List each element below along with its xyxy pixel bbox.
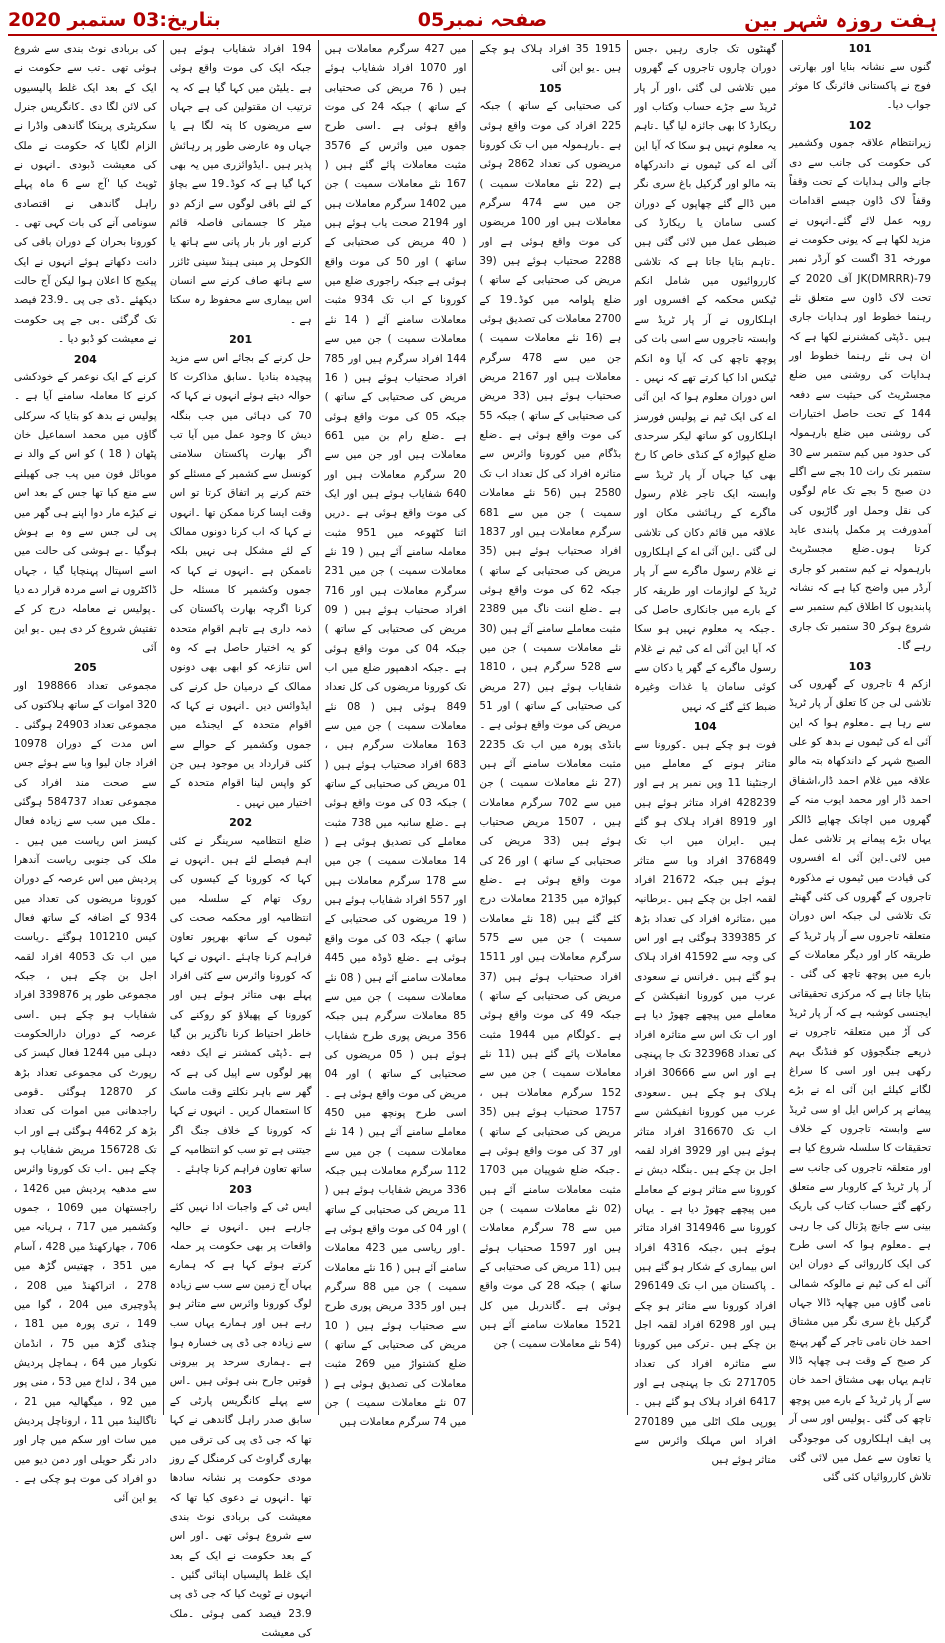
news-item-number: 101	[848, 42, 872, 55]
column-3	[472, 40, 627, 1415]
news-item-text: 194 افراد شفایاب ہوئے ہیں جبکہ ایک کی موت واقع ہوئی ہے ۔یلیٹن میں کہا گیا ہے کہ یہ ترتیب ان مقتولین کی ہے جہاں سے مریضوں کا پتہ لگا ہے یا جہاں وہ عارضی طور پر رہائش پذیر ہیں ۔ایڈوائزری میں یہ بھی کہا گیا ہے کہ کوڈ۔19 سے بچاؤ کے لئے باقی لوگوں سے ازکم دو میٹر کا جسمانی فاصلہ قائم کرنے اور بار بار پانی سے ہاتھ یا الکوحل پر مبنی ہینڈ سینی ٹائزر سے ہاتھ صاف کرنے سے انسان اس بیماری سے محفوظ رہ سکتا ہے ۔	[169, 43, 312, 326]
news-item-number: 104	[693, 720, 717, 734]
news-item-number: 205	[73, 661, 97, 675]
news-item-text: ضلع انتظامیہ سرینگر نے کئی اہم فیصلے لئے ہیں ۔انہوں نے کہا کہ کورونا کے کیسوں کی روک تھام کے سلسلہ میں انتظامیہ اور محکمہ صحت کی ٹیموں کے ساتھ بھرپور تعاون فراہم کرنا چاہئے ۔انہوں نے کہا کہ کورونا وائرس سے کئی افراد پہلے بھی متاثر ہوئے ہیں اور کورونا کے پھیلاؤ کو روکنے کی خاطر احتیاط کرنا ناگزیر بن گیا ہے ۔ڈپٹی کمشنر نے ایک دفعہ پھر لوگوں سے اپیل کی ہے کہ گھر سے باہر نکلتے وقت ماسک کا استعمال کریں ۔ انہوں نے کہا کہ کورونا کے خلاف جنگ اگر جیتنی ہے تو سب کو انتظامیہ کے ساتھ تعاون فراہم کرنا چاہئے ۔	[169, 834, 312, 1176]
news-item	[789, 117, 931, 657]
article-columns	[8, 40, 937, 1639]
news-item	[170, 40, 312, 330]
paper-name: ہفت روزہ شہر بین	[744, 8, 937, 32]
news-item-text: زیرانتظام علاقہ جموں وکشمیر کی حکومت کی جانب سے دی جانے والی ہدایات کے تحت وقفاً وقفاً لاک ڈاون جیسے اقدامات روبہ عمل لائے گئے۔انہوں نے مزید لکھا ہے کہ یونی حکومت نے مورخہ 31 اگست کو آرڈر نمبر 79-JK(DMRRR) آف 2020 کے تحت لاک ڈاون سے متعلق نئے رہنما خطوط اور ہدایات جاری ہیں ۔ڈپٹی کمشنرنے لکھا ہے کہ ان ہی نئے رہنما خطوط اور ہدایات کی روشنی میں ضلع مجسٹریٹ کی حیثیت سے دفعہ 144 کے تحت حاصل اختیارات کی روشنی میں ضلع بارہمولہ کی حدود میں کیم ستمبر سے 30 ستمبر تک رات 10 بجے سے اگلے دن صبح 5 بجے تک عام لوگوں کی نقل وحمل اور گاڑیوں کی آمدورفت پر مکمل پابندی عاید کرتا ہوں۔ضلع مجسٹریٹ بارہمولہ نے کیم ستمبر کو جاری آرڈر میں واضح کیا ہے کہ نشانہ پابندیوں کا اطلاق کیم ستمبر سے شروع ہوکر 30 ستمبر تک جاری رہے گا۔	[789, 137, 931, 653]
news-item-number: 204	[73, 352, 97, 366]
news-item-text: کی بربادی نوٹ بندی سے شروع ہوئی تھی ۔تب سے حکومت نے ایک کے بعد ایک غلط پالیسیوں کی لائن لگا دی ۔کانگریس جنرل سکریٹری پرینکا گاندھی واڈرا نے الزام لگایا کہ حکومت نے ملک کی معیشت ڈبودی ۔انہوں نے ٹویٹ کیا 'آج سے 6 ماہ پہلے راہل گاندھی نے اقتصادی سونامی آنے کی بات کہی تھی ۔کورونا بحران کے دوران باقی کی دانت دکھاتے ہوئے انہوں نے ایک پیکیج کا اعلان ہوا لیکن آج حالت دیکھئے ۔ڈی جی پی ۔23.9 فیصد تک گرگئی ۔بی جے پی حکومت نے معیشت کو ڈبو دیا ۔	[14, 43, 157, 346]
column-4	[318, 40, 473, 1429]
news-item-text: میں 427 سرگرم معاملات ہیں اور 1070 افراد شفایاب ہوئے ہیں ( 76 مریض کی صحتیابی کے ساتھ ) جبکہ 24 کی موت واقع ہوئی ہے ۔اسی طرح جموں میں وائرس کے 3576 مثبت معاملات پائے گئے ہیں ( 167 نئے معاملات سمیت ) جن میں 1402 سرگرم معاملات ہیں اور 2194 صحت یاب ہوئے ہیں ( 40 مریض کی صحتیابی کے ساتھ ) اور 50 کی موت واقع ہوئی ہے جبکہ راجوری ضلع میں کورونا کے اب تک 934 مثبت معاملات سامنے آئے ( 14 نئے معاملات سمیت ) جن میں سے 144 افراد سرگرم ہیں اور 785 افراد صحتیاب ہوئے ہیں ( 16 مریض کی صحتیابی کے ساتھ ) جبکہ 05 کی موت واقع ہوئی ہے ۔ضلع رام بن میں 661 معاملات ہیں اور جن میں سے 20 سرگرم معاملات ہیں اور 640 شفایاب ہوئے ہیں اور ایک کی موت واقع ہوئی ہے ۔دریں اثنا کٹھوعہ میں 951 مثبت معاملہ سامنے آئے ہیں ( 19 نئے معاملات سمیت ) جن میں 231 سرگرم معاملات ہیں اور 716 افراد صحتیاب ہوئے ہیں ( 09 مریض کی صحتیابی کے ساتھ ) جبکہ 04 کی موت واقع ہوئی ہے ۔جبکہ ادھمپور ضلع میں اب تک کورونا مریضوں کی کل تعداد 849 ہوئی ہیں ( 08 نئے معاملات سمیت ) جن میں سے 163 معاملات سرگرم ہیں ، 683 افراد صحتیاب ہوئے ہیں ( 01 مریض کی صحتیابی کے ساتھ ) جبکہ 03 کی موت واقع ہوئی ہے ۔ضلع سانبہ میں 738 مثبت معاملے کی تصدیق ہوئی ہے ( 14 معاملات سمیت ) جن میں سے 178 سرگرم معاملات ہیں اور 557 افراد شفایاب ہوئے ہیں ( 19 مریضوں کی صحتیابی کے ساتھ ) جبکہ 03 کی موت واقع ہوئی ہے ۔ضلع ڈوڈہ میں 445 معاملات سامنے آئے ہیں ( 08 نئے معاملات سمیت ) جن میں سے 85 معاملات سرگرم ہیں جبکہ 356 مریض پوری طرح شفایاب ہوئے ہیں ( 05 مریضوں کی صحتیابی کے ساتھ ) اور 04 مریض کی موت واقع ہوئی ہے ۔اسی طرح پونچھ میں 450 معاملے سامنے آئے ہیں ( 14 نئے معاملات سمیت ) جن میں سے 112 سرگرم معاملات ہیں جبکہ 336 مریض شفایاب ہوئے ہیں ( 11 مریض کی صحتیابی کے ساتھ ) اور 04 کی موت واقع ہوئی ہے ۔اور ریاسی میں 423 معاملات سامنے آئے ہیں ( 16 نئے معاملات سمیت ) جن میں 88 سرگرم ہیں اور 335 مریض پوری طرح سے صحتیاب ہوئے ہیں ( 10 مریض کی صحتیابی کے ساتھ ) ضلع کشتواڑ میں 269 مثبت معاملات کی تصدیق ہوئی ہے ( 07 نئے معاملات سمیت ) جن میں 74 سرگرم معاملات ہیں	[324, 43, 467, 1429]
news-item-text: کرنے کے ایک نوعمر کے خودکشی کرنے کا معاملہ سامنے آیا ہے ۔پولیس نے بدھ کو بتایا کہ سرکلی گاؤں میں محمد اسماعیل خان پٹھان ( 18 ) کو اس کے والد نے موبائل فون میں پب جی کھیلنے سے منع کیا تھا جس کے بعد اس نے کیڑے مار دوا اپنے ہی گھر میں پی لی جس سے وہ بے ہوش ہوگیا ۔بے ہوشی کی حالت میں اسے اسپتال پہنچایا گیا ، جہاں ڈاکٹروں نے اسے مردہ قرار دے دیا ۔پولیس نے معاملہ درج کر کے تفتیش شروع کر دی ہیں ۔یو این آئی	[14, 371, 157, 654]
news-item-text: فوت ہو چکے ہیں ۔کورونا سے متاثر ہونے کے معاملے میں ارجنٹینا 11 ویں نمبر پر ہے اور 428239 افراد متاثر ہوئے ہیں اور 8919 افراد ہلاک ہو گئے ہیں ۔ایران میں اب تک 376849 افراد وبا سے متاثر ہوئے ہیں جبکہ 21672 افراد لقمہ اجل بن چکے ہیں ۔برطانیہ میں ،متاثرہ افراد کی تعداد بڑھ کر 339385 ہوگئی ہے اور اس کی وجہ سے 41592 افراد ہلاک ہو گئے ہیں ۔فرانس نے سعودی عرب میں کورونا انفیکشن کے معاملے میں پیچھے چھوڑ دیا ہے اور اب تک اس سے متاثرہ افراد کی تعداد 323968 تک جا پہنچی ہے اور اس سے 30666 افراد ہلاک ہو چکے ہیں ۔سعودی عرب میں کورونا انفیکشن سے اب تک 316670 افراد متاثر ہوئے ہیں اور 3929 افراد لقمہ اجل بن چکے ہیں ۔بنگلہ دیش نے کورونا سے متاثر ہونے کے معاملے میں پیچھے چھوڑ دیا ہے ۔ یہاں کورونا سے 314946 افراد متاثر ہوئے ہیں ،جبکہ 4316 افراد اس بیماری کے شکار ہو گئے ہیں ۔ پاکستان میں اب تک 296149 افراد کورونا سے متاثر ہو چکے ہیں اور 6298 افراد لقمہ اجل بن چکے ہیں ۔ترکی میں کورونا سے متاثرہ افراد کی تعداد 271705 تک جا پہنچی ہے اور 6417 افراد ہلاک ہو گئے ہیں ۔یورپی ملک اٹلی میں 270189 افراد اس مہلک وائرس سے متاثر ہوئے ہیں	[634, 738, 777, 1467]
news-item-text: مجموعی تعداد 198866 اور 320 اموات کے ساتھ ہلاکتوں کی مجموعی تعداد 24903 ہوگئی ۔اس مدت کے دوران 10978 افراد جان لیوا وبا سے ہوئے جس سے صحت مند افراد کی مجموعی تعداد 584737 ہوگئی ۔ملک میں سب سے زیادہ فعال کیسز اس ریاست میں ہیں ۔ملک کی جنوبی ریاست آندھرا پردیش میں اس عرصہ کے دوران کورونا مریضوں کی تعداد میں 934 کے اضافہ کے ساتھ فعال کیس 101210 ہوگئے ۔ریاست میں اب تک 4053 افراد لقمہ اجل بن چکے ہیں ، جبکہ مجموعی طور پر 339876 افراد شفایاب ہو چکے ہیں ۔اسی عرصہ کے دوران دارالحکومت دہلی میں 1244 فعال کیسز کی رپورٹ کی مجموعی تعداد بڑھ کر 12870 ہوگئی ۔قومی راجدھانی میں اموات کی تعداد بڑھ کر 4462 ہوگئی ہے اور اب تک 156728 مریض شفایاب ہو چکے ہیں ۔اب تک کورونا وائرس سے مدھیہ پردیش میں 1426 ، راجستھان میں 1069 ، جموں وکشمیر میں 717 ، ہریانہ میں 706 ، جھارکھنڈ میں 428 ، آسام میں 351 ، چھتیس گڑھ میں 278 ، اتراکھنڈ میں 208 ، پڈوچیری میں 204 ، گوا میں 149 ، تری پورہ میں 181 ، چنڈی گڑھ میں 75 ، انڈمان نکوبار میں 64 ، ہماچل پردیش میں 34 ، لداخ میں 53 ، منی پور میں 92 ، میگھالیہ میں 21 ، ناگالینڈ میں 11 ، اروناچل پردیش میں سات اور سکم میں چار اور دادر نگر حویلی اور دمن دیو میں دو افراد کی موت ہو چکی ہے ۔یو این آئی	[14, 679, 157, 1505]
news-item-text: حل کرنے کے بجائے اس سے مزید پیچیدہ بنادیا ۔سابق مذاکرت کا حوالہ دیتے ہوئے انہوں نے کہا کہ 70 کی دہائی میں جب بنگلہ دیش کا وجود عمل میں آیا تب اگر بھارت پاکستان سلامتی کونسل سے کشمیر کے مسئلے کو ختم کرنے پر اتفاق کرتا تو اس وقت ایسا کرنا ممکن تھا ۔انہوں نے کہا کہ اب کرنا دونوں ممالک کے لئے مشکل ہی نہیں بلکہ ناممکن ہے ۔انہوں نے کہا کہ جموں وکشمیر کا مسئلہ حل کرنا اگرچہ بھارت پاکستان کی ذمہ داری ہے تاہم اقوام متحدہ کو یہ اختیار حاصل ہے کہ وہ اس تنازعہ کو ابھی بھی دونوں ممالک کے درمیان حل کرنے کی ایڈوائس دیں ۔انہوں نے کہا کہ اقوام متحدہ کے ایجنڈے میں جموں وکشمیر کے حوالے سے کئی قرارداد یں موجود ہیں جن کو واپس لینا اقوام متحدہ کے اختیار میں نہیں ۔	[169, 351, 312, 809]
news-item-number: 105	[538, 81, 562, 95]
news-item-number: 201	[229, 333, 253, 347]
column-1	[782, 40, 937, 1484]
news-item-number: 203	[229, 1182, 253, 1196]
news-item	[170, 814, 312, 1180]
news-item-text: ایس ٹی کے واجبات ادا نہیں کئے جارہے ہیں ۔انہوں نے حالیہ واقعات پر بھی حکومت پر حملہ کرتے ہوئے کہا ہے کہ ہمارے یہاں آج زمین سے سب سے زیادہ لوگ کورونا وائرس سے متاثر ہو رہے ہیں اور ہمارے یہاں سب سے زیادہ جی ڈی پی خسارہ ہوا ہے ۔ہماری سرحد پر بیرونی قوتیں جارح بنی ہوئی ہیں ۔اس سے پہلے کانگریس پارٹی کے سابق صدر راہل گاندھی نے کہا تھا کہ جی ڈی پی کی ترقی میں بھاری گراوٹ کی کرمنگل کے روز مودی حکومت پر نشانہ سادھا تھا ۔انہوں نے دعوی کیا تھا کہ معیشت کی بربادی نوٹ بندی سے شروع ہوئی تھی ۔اور اس کے بعد حکومت نے ایک کے بعد ایک غلط پالیسیاں اپنائی گئیں ۔انہوں نے ٹویٹ کیا کہ جی ڈی پی 23.9 فیصد کمی ہوئی ۔ملک کی معیشت	[169, 1201, 312, 1639]
news-item-number: 202	[229, 816, 253, 829]
news-item-text: ازکم 4 تاجروں کے گھروں کی تلاشی لی جن کا تعلق آر پار ٹریڈ سے رہا ہے ۔معلوم ہوا کہ این آئی اے کی ٹیموں نے بدھ کو علی الصبح شہر کے داندکھاہ بتہ مالو علاقہ میں غلام احمد ڈار،اشفاق احمد ڈار اور محمد ایوب منہ کے گھروں میں اچانک چھاپے ڈالکر یہاں بڑے پیمانے پر تلاشی عمل میں لائی۔این آئی اے افسروں کی قیادت میں ٹیموں نے مذکورہ تاجروں کے گھروں کی کئی گھنٹے تک تلاشی لی جبکہ اس دوران متعلقہ تاجروں سے آر پار ٹریڈ کے طریقہ کار اور دیگر معاملات کے بارے میں پوچھ تاچھ کی گئی ۔بتایا جاتا ہے کہ مرکزی تحقیقاتی ایجنسی کوشبہ ہے کہ آر پار ٹریڈ کی آڑ میں متعلقہ تاجروں نے ذریعے جنگجوؤں کو فنڈنگ بہم رکھی ہیں اور اسی کا سراغ لگانے کیلئے این آئی اے نے بڑے پیمانے پر کراس ایل او سی ٹریڈ سے وابستہ تاجروں کے خلاف تحقیقات کا سلسلہ شروع کیا ہے اور متعلقہ تاجروں کی جانب سے آر پار ٹریڈ کے کاروبار سے متعلق رکھے گئے حساب کتاب کی باریک بینی سے جانچ پڑتال کی جا رہی ہے ۔معلوم ہوا کہ اسی طرح کی ایک کارروائی کے دوران این آئی اے کی ٹیم نے مالوکہ شمالی نامی گاؤں میں چھاپہ ڈالا جہاں گرکیل باغ سری نگر میں مشتاق احمد خان نامی تاجر کے گھر پہنچ کر صبح کے وقت ہی چھاپہ ڈالا تاہم یہاں بھی مشتاق احمد خان سے آر پار ٹریڈ کے بارے میں پوچھ تاچھ کی گئی ۔پولیس اور سی آر پی ایف اہلکاروں کی موجودگی یا تعاون سے عمل میں لائی گئی تلاش کارروائیاں کئی گئی	[789, 678, 931, 1484]
news-item	[789, 658, 931, 1488]
news-item	[789, 40, 931, 116]
news-item	[634, 40, 776, 717]
news-item	[170, 1181, 312, 1643]
news-item	[479, 40, 621, 79]
news-item	[325, 40, 467, 1433]
column-5	[163, 40, 318, 1639]
issue-date: بتاریخ:03 ستمبر 2020	[8, 9, 221, 31]
news-item	[14, 659, 157, 1508]
news-item	[479, 80, 621, 1355]
news-item-text: کی صحتیابی کے ساتھ ) جبکہ 225 افراد کی موت واقع ہوئی ہے ۔بارہمولہ میں اب تک کورونا مریضوں کی تعداد 2862 ہوئی ہے (22 نئے معاملات سمیت ) جن میں سے 474 سرگرم معاملات ہیں اور 100 مریضوں کی موت واقع ہوئی ہے اور 2288 صحتیاب ہوئے ہیں (39 مریض کی صحتیابی کے ساتھ ) ضلع پلوامہ میں کوڈ۔19 کے 2700 معاملات کی تصدیق ہوئی ہے (16 نئے معاملات سمیت ) جن میں سے 478 سرگرم معاملات ہیں اور 2167 مریض صحتیاب ہوئے ہیں (33 مریض کی صحتیابی کے ساتھ ) جبکہ 55 کی موت واقع ہوئی ہے ۔ضلع بڈگام میں کورونا وائرس سے متاثرہ افراد کی کل تعداد اب تک 2580 ہیں (56 نئے معاملات سمیت ) جن میں سے 681 سرگرم معاملات ہیں اور 1837 افراد صحتیاب ہوئے ہیں (35 مریض کی صحتیابی کے ساتھ ) جبکہ 62 کی موت واقع ہوئی ہے ۔ضلع اننت ناگ میں 2389 مثبت معاملے سامنے آئے ہیں (30 نئے معاملات سمیت ) جن میں سے 528 سرگرم ہیں ، 1810 شفایاب ہوئے ہیں (27 مریض کی صحتیابی کے ساتھ ) اور 51 مریض کی موت واقع ہوئی ہے ۔بانڈی پورہ میں اب تک 2235 مثبت معاملات سامنے آئے ہیں (27 نئے معاملات سمیت ) جن میں سے 702 سرگرم معاملات ہیں ، 1507 مریض صحتیاب ہوئے ہیں (33 مریض کی صحتیابی کے ساتھ ) اور 26 کی موت واقع ہوئی ہے ۔ضلع کپواڑہ میں 2135 معاملات درج کئے گئے ہیں (18 نئے معاملات سمیت ) جن میں سے 575 سرگرم معاملات ہیں اور 1511 افراد صحتیاب ہوئے ہیں (37 مریض کی صحتیابی کے ساتھ ) جبکہ 49 کی موت واقع ہوئی ہے ۔کولگام میں 1944 مثبت معاملات پائے گئے ہیں (11 نئے معاملات سمیت ) جن میں سے 152 سرگرم معاملات ہیں ، 1757 صحتیاب ہوئے ہیں (35 مریض کی صحتیابی کے ساتھ ) اور 37 کی موت واقع ہوئی ہے ۔جبکہ ضلع شوپیان میں 1703 مثبت معاملات سامنے آئے ہیں (02 نئے معاملات سمیت ) جن میں سے 78 سرگرم معاملات ہیں اور 1597 صحتیاب ہوئے ہیں (11 مریض کی صحتیابی کے ساتھ ) جبکہ 28 کی موت واقع ہوئی ہے ۔گاندربل میں کل 1521 معاملات سامنے آئے ہیں (54 نئے معاملات سمیت ) جن	[479, 100, 622, 1351]
news-item-number: 103	[848, 659, 872, 673]
masthead	[8, 6, 937, 36]
news-item-number: 102	[848, 118, 872, 132]
column-6	[8, 40, 163, 1505]
news-item	[14, 351, 157, 659]
page-number: صفحہ نمبر05	[417, 9, 548, 31]
news-item	[170, 331, 312, 813]
news-item-text: 1915 35 افراد ہلاک ہو چکے ہیں ۔یو این آئی	[479, 43, 622, 75]
column-2	[627, 40, 782, 1467]
news-item	[634, 718, 776, 1471]
news-item	[14, 40, 157, 350]
news-item-text: گنوں سے نشانہ بنایا اور بھارتی فوج نے پاکستانی فائرنگ کا موثر جواب دیا۔	[789, 60, 931, 112]
news-item-text: گھنٹوں تک جاری رہیں ،جس دوران چاروں تاجروں کے گھروں میں تلاشی لی گئی ،اور آر پار ٹریڈ سے جڑے حساب وکتاب اور ریکارڈ کا بھی جائزہ لیا گیا ۔تاہم یہ معلوم نہیں ہو سکا کہ آیا این آئی اے کی ٹیموں نے داندرکھاہ بتہ مالو اور گرکیل باغ سری نگر میں ڈالے گئے چھاپوں کے دوران کسی سامان یا ریکارڈ کی ضبطی عمل میں لائی گئی ہیں ۔تاہم بتایا جاتا ہے کہ تلاشی کارروائیوں میں شامل انکم ٹیکس محکمہ کے افسروں اور اہلکاروں نے آر پار ٹریڈ سے وابستہ تاجروں سے اسی بات کی پوچھ تاچھ کی کہ آیا وہ انکم ٹیکس ادا کیا کرتے تھے کہ نہیں ۔اس دوران معلوم ہوا کہ این آئی اے کی ایک ٹیم نے پولیس فورسز اہلکاروں کو ساتھ لیکر سرحدی ضلع کپواڑہ کے کنڈی خاص کا رخ بھی کیا جہاں آر پار ٹریڈ سے وابستہ ایک تاجر غلام رسول ماگرے کے رہائشی مکان اور علاقہ میں قائم دکان کی تلاشی لی گئی ۔این آئی اے کے اہلکاروں نے غلام رسول ماگرے سے آر پار ٹریڈ کے لوازمات اور طریقہ کار کے بارے میں جانکاری حاصل کی ۔جبکہ یہ معلوم نہیں ہو سکا کہ آیا این آئی اے کی ٹیم نے غلام رسول ماگرے کے گھر یا دکان سے کوئی سامان یا غذات وغیرہ ضبط کئے گئے کہ نہیں	[634, 43, 777, 713]
